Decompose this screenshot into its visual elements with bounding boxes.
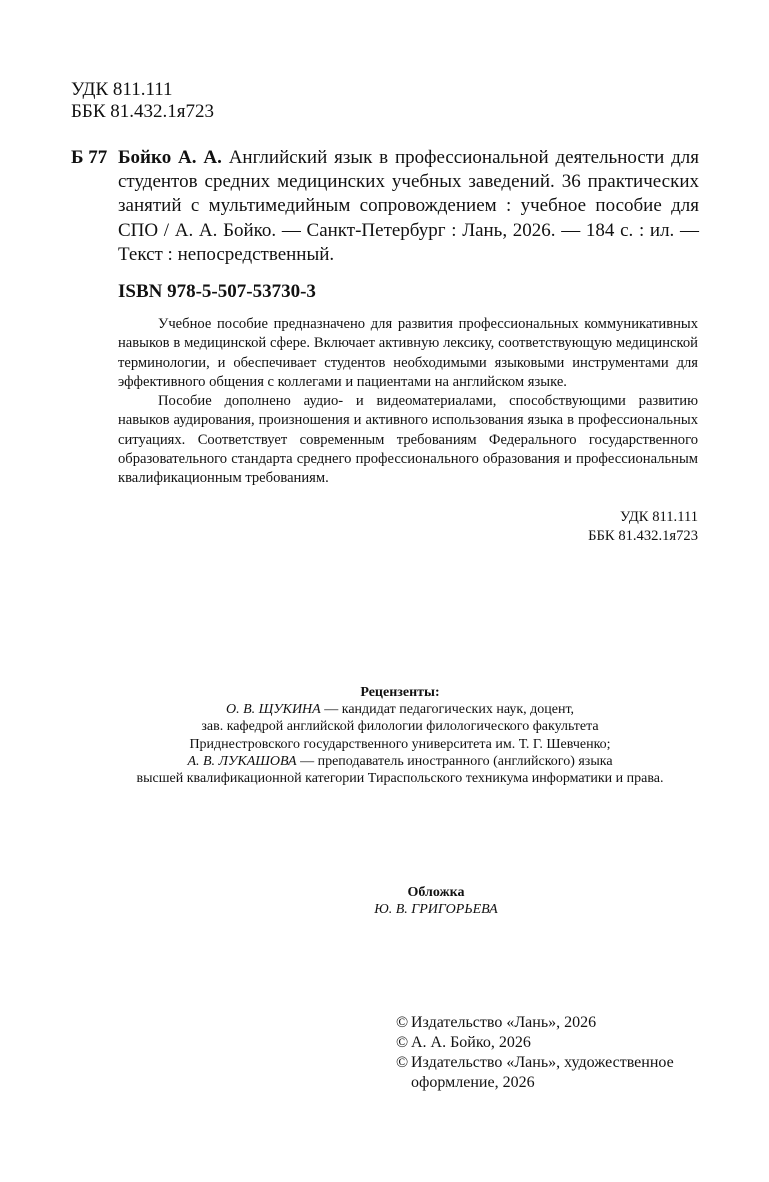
reviewer-1 <box>60 701 740 718</box>
copyright-block <box>396 1013 726 1093</box>
bbk-code: ББК 81.432.1я723 <box>588 528 698 545</box>
reviewer-name: О. В. ЩУКИНА <box>225 702 321 718</box>
cover-designer: Ю. В. ГРИГОРЬЕВА <box>374 902 498 917</box>
author-sign: Б 77 <box>71 147 108 168</box>
copyright-line: © А. А. Бойко, 2026 <box>396 1034 531 1051</box>
author-name: Бойко А. А. <box>118 147 222 168</box>
copyright-line: © Издательство «Лань», 2026 <box>396 1014 597 1031</box>
reviewer-1-position: зав. кафедрой английской филологии филологического факультета <box>201 719 599 735</box>
bibliographic-description <box>118 146 699 267</box>
udk-code: УДК 811.111 <box>620 509 698 525</box>
udk-code: УДК 811.111 <box>71 79 173 100</box>
annotation-paragraph: Учебное пособие предназначено для развития профессиональных коммуникативных навыков в медицинской сфере. Включает активную лексику, соответствующую медицинской терминологии, и обеспечивает студентов необходимыми языковыми инструментами для эффективного общения с коллегами и пациентами на английском языке. <box>118 316 698 390</box>
copyright-symbol: © <box>396 1014 409 1031</box>
bibliographic-entry <box>71 146 699 267</box>
cover-credit <box>60 884 769 918</box>
bbk-code: ББК 81.432.1я723 <box>71 101 214 122</box>
copyright-symbol: © <box>396 1034 409 1051</box>
reviewer-1-affiliation: Приднестровского государственного университета им. Т. Г. Шевченко; <box>189 736 611 752</box>
reviewers-block <box>60 684 740 787</box>
reviewer-2 <box>60 753 740 770</box>
reviewers-heading: Рецензенты: <box>360 685 440 700</box>
reviewer-title: — кандидат педагогических наук, доцент, <box>320 702 575 718</box>
isbn: ISBN 978-5-507-53730-3 <box>118 281 316 302</box>
annotation <box>118 315 698 489</box>
reviewer-name: А. В. ЛУКАШОВА <box>187 753 297 769</box>
copyright-line: © Издательство «Лань», художественное <box>396 1054 674 1071</box>
udk-bbk-footer <box>588 508 698 547</box>
description-text: Английский язык в профессиональной деятельности для студентов средних медицинских учебных заведений. 36 практических занятий с мультимедийным сопровождением : учебное пособие для СПО / А. А. Бойко. — Санкт-Петербург : Лань, 2026. — 184 с. : ил. — Текст : непосредственный. <box>118 147 700 265</box>
cover-heading: Обложка <box>407 885 465 900</box>
annotation-paragraph: Пособие дополнено аудио- и видеоматериалами, способствующими развитию навыков аудирования, произношения и активного использования языка в профессиональных ситуациях. Соответствует современным требованиям Федерального государственного образовательного стандарта среднего профессионального образования и профессиональным квалификационным требованиям. <box>118 393 698 487</box>
reviewer-2-affiliation: высшей квалификационной категории Тираспольского техникума информатики и права. <box>136 771 664 787</box>
reviewer-title: — преподаватель иностранного (английского) языка <box>296 753 613 769</box>
udk-bbk-header <box>71 79 214 123</box>
copyright-line-continuation: оформление, 2026 <box>411 1074 535 1091</box>
copyright-symbol: © <box>396 1054 409 1071</box>
